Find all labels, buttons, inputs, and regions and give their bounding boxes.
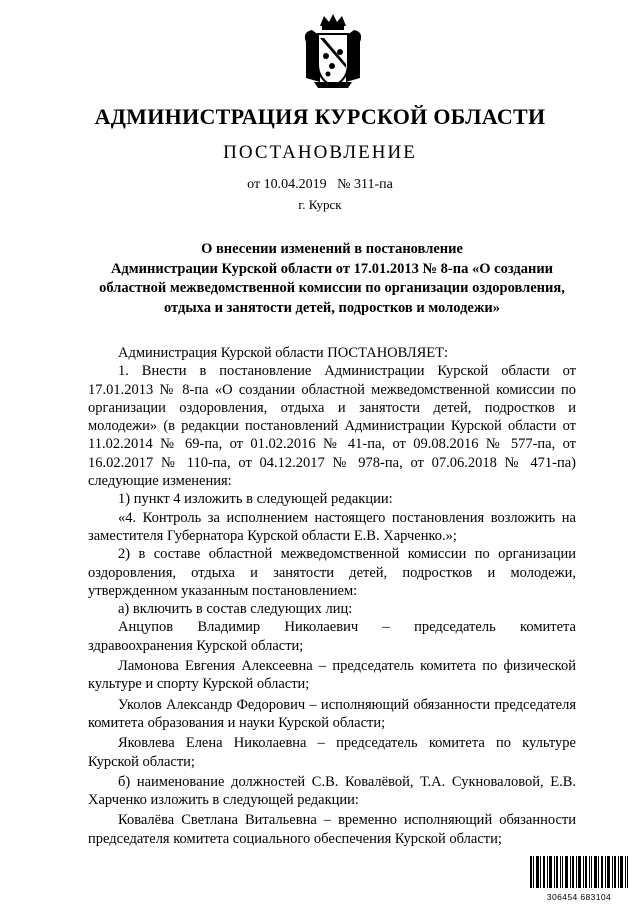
coat-of-arms-icon [298, 12, 368, 90]
barcode-number: 306454 683104 [546, 892, 612, 902]
title-line: областной межведомственной комиссии по организации оздоровления, [99, 280, 565, 296]
paragraph: Администрация Курской области ПОСТАНОВЛЯЕТ: [118, 345, 449, 361]
city: г. Курск [298, 197, 342, 212]
paragraph: Уколов Александр Федорович – исполняющий обязанности председателя комитета образования и науки Курской области; [88, 696, 576, 731]
title-line: О внесении изменений в постановление [201, 241, 463, 257]
paragraph: Ковалёва Светлана Витальевна – временно исполняющий обязанности председателя комитета социального обеспечения Курской области; [88, 812, 576, 847]
paragraph: Ламонова Евгения Алексеевна – председатель комитета по физической культуре и спорту Курской области; [88, 658, 576, 693]
paragraph: Анцупов Владимир Николаевич – председатель комитета здравоохранения Курской области; [88, 619, 576, 654]
organization-name: АДМИНИСТРАЦИЯ КУРСКОЙ ОБЛАСТИ [94, 104, 546, 129]
title-line: Администрации Курской области от 17.01.2013 № 8-па «О создании [110, 260, 554, 277]
document-title [88, 240, 576, 318]
paragraph: 1. Внести в постановление Администрации Курской области от 17.01.2013 № 8-па «О создании областной межведомственной комиссии по организации оздоровления, отдыха и занятости детей, подростков и молодежи» (в редакции постановлений Администрации Курской области от 11.02.2014 № 69-па, от 01.02.2016 № 41-па, от 09.08.2016 № 577-па, от 16.02.2017 № 110-па, от 04.12.2017 № 978-па, от 07.06.2018 № 471-па) следующие изменения: [88, 363, 576, 490]
paragraph: 1) пункт 4 изложить в следующей редакции: [118, 491, 393, 508]
title-line: отдыха и занятости детей, подростков и молодежи» [164, 299, 500, 316]
barcode-icon [530, 856, 628, 888]
document-type: ПОСТАНОВЛЕНИЕ [223, 142, 417, 163]
paragraph: 2) в составе областной межведомственной комиссии по организации оздоровления, отдыха и занятости детей, подростков и молодежи, утвержденном указанным постановлением: [88, 546, 576, 599]
paragraph: «4. Контроль за исполнением настоящего постановления возложить на заместителя Губернатора Курской области Е.В. Харченко.»; [88, 509, 576, 544]
paragraph: а) включить в состав следующих лиц: [118, 601, 353, 618]
barcode [530, 856, 628, 902]
date-and-number: от 10.04.2019 № 311-па [247, 177, 393, 192]
paragraph: б) наименование должностей С.В. Ковалёвой, Т.А. Сукноваловой, Е.В. Харченко изложить в следующей редакции: [88, 773, 576, 809]
paragraph: Яковлева Елена Николаевна – председатель комитета по культуре Курской области; [88, 735, 576, 770]
document-body [88, 344, 576, 848]
